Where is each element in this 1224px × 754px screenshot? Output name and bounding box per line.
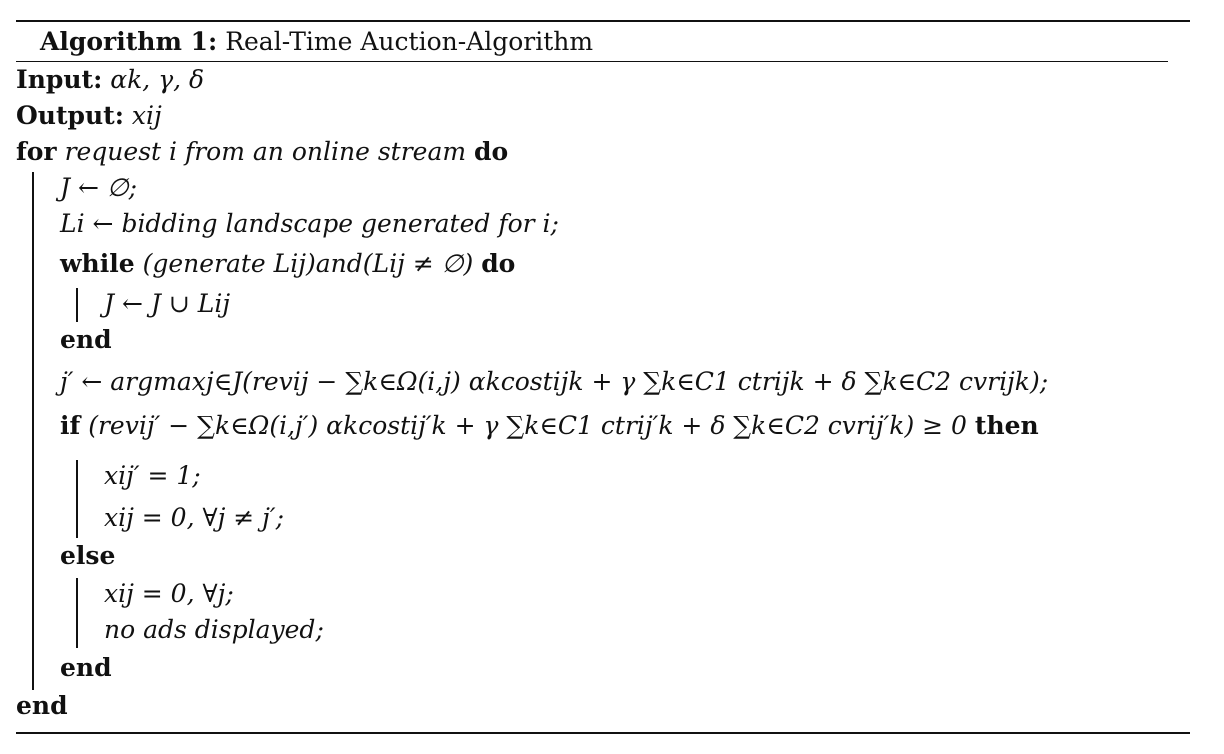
caption-title: Real-Time Auction-Algorithm (225, 27, 594, 56)
x-zero-all-line: xij = 0, ∀j; (104, 579, 234, 608)
else-block-bar (76, 578, 78, 648)
end-if: end (60, 653, 112, 682)
while-line (60, 248, 515, 280)
caption-label: Algorithm 1: (40, 27, 218, 56)
end-while: end (60, 325, 112, 354)
union-line: J ← J ∪ Lij (104, 289, 231, 318)
while-keyword: while (60, 249, 135, 278)
input-line (16, 64, 204, 96)
top-rule (16, 20, 1190, 22)
output-expression: xij (131, 101, 162, 130)
then-block-bar (76, 460, 78, 538)
landscape-line: Li ← bidding landscape generated for i; (60, 209, 559, 238)
argmax-line: j′ ← argmaxj∈J(revij − ∑k∈Ω(i,j) αkcostijk + γ ∑k∈C1 ctrijk + δ ∑k∈C2 cvrijk); (60, 367, 1049, 396)
for-keyword: for (16, 137, 57, 166)
for-condition: request i from an online stream (64, 137, 467, 166)
bottom-rule (16, 732, 1190, 734)
algorithm-caption (40, 27, 593, 57)
if-condition: (revij′ − ∑k∈Ω(i,j′) αkcostij′k + γ ∑k∈C1 ctrij′k + δ ∑k∈C2 cvrij′k) ≥ 0 (88, 411, 967, 440)
end-for: end (16, 691, 68, 720)
output-keyword: Output: (16, 101, 124, 130)
while-do-keyword: do (481, 249, 516, 278)
for-block-bar (32, 172, 34, 690)
x-one-line: xij′ = 1; (104, 461, 201, 490)
no-ads-line: no ads displayed; (104, 615, 324, 644)
while-block-bar (76, 288, 78, 322)
output-line (16, 100, 162, 132)
if-line (60, 410, 1039, 442)
then-keyword: then (974, 411, 1039, 440)
while-condition: (generate Lij)and(Lij ≠ ∅) (142, 249, 474, 278)
else-keyword: else (60, 541, 116, 570)
caption-rule (16, 61, 1168, 62)
if-keyword: if (60, 411, 81, 440)
for-line (16, 136, 508, 168)
init-j-line: J ← ∅; (60, 173, 138, 202)
input-keyword: Input: (16, 65, 103, 94)
x-zero-other-line: xij = 0, ∀j ≠ j′; (104, 503, 285, 532)
for-do-keyword: do (474, 137, 509, 166)
input-expression: αk, γ, δ (110, 65, 205, 94)
